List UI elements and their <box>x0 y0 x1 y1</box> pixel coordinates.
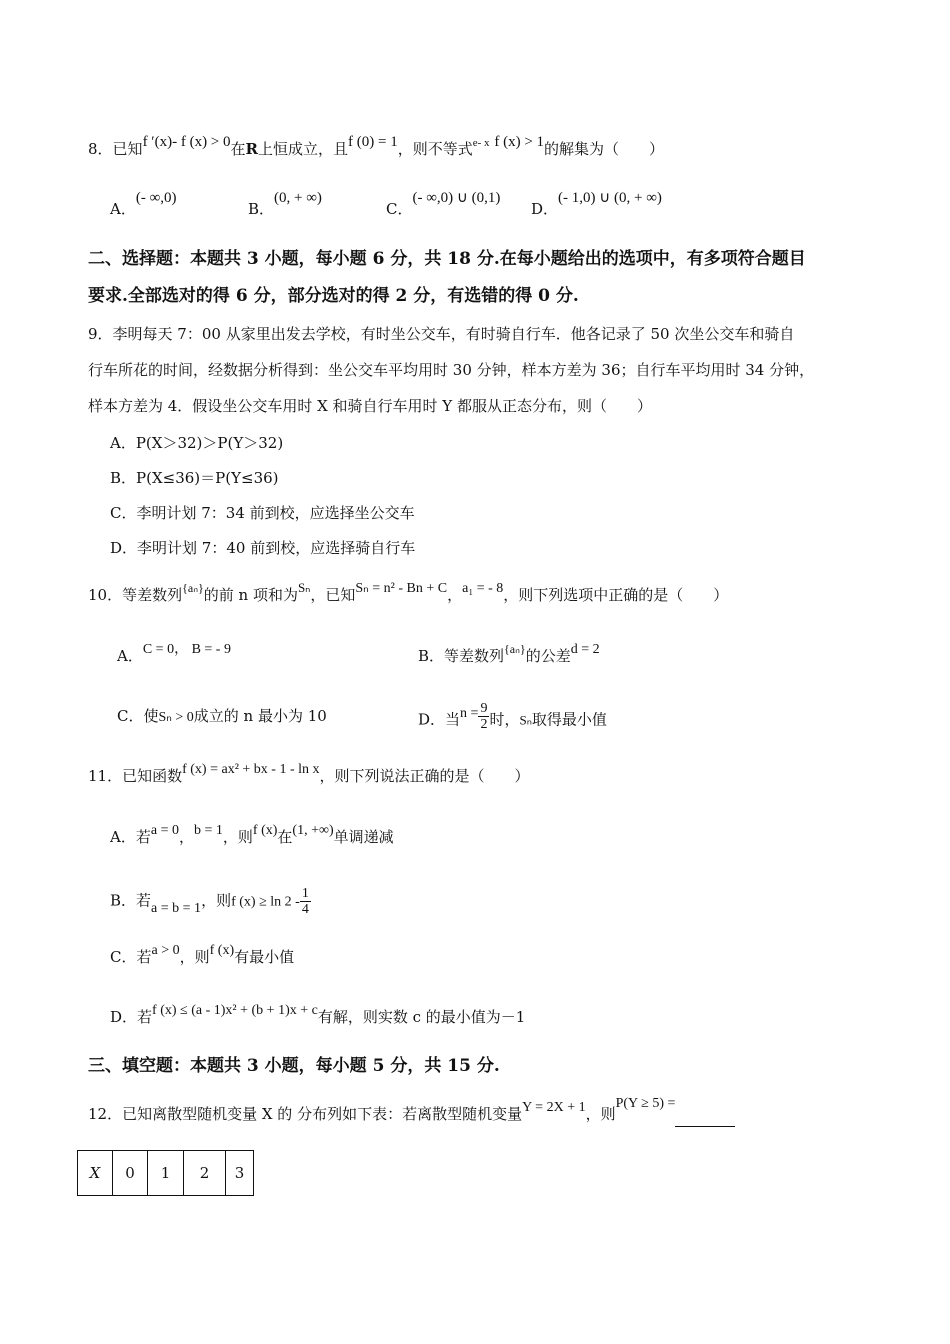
fraction: $\frac{9}{2}$ <box>480 701 488 732</box>
table-cell: X <box>78 1151 113 1196</box>
math-domain: R <box>245 140 259 158</box>
option-b[interactable]: B．P(X≤36)＝P(Y≤36) <box>110 469 279 487</box>
option-b[interactable]: B．等差数列$^{\{a_n\}}$的公差d = 2 <box>418 642 600 665</box>
question-10-stem: 10．等差数列$^{\{a_n\}}$的前 n 项和为Sₙ，已知Sₙ = n² - Bn + C，a₁ = - 8，则下列选项中正确的是（ ） <box>88 580 729 604</box>
section-heading-2-cont: 要求.全部选对的得 6 分，部分选对的得 2 分，有选错的得 0 分. <box>88 286 579 306</box>
option-b[interactable]: B．(0, + ∞) <box>248 190 322 218</box>
distribution-table <box>77 1150 254 1196</box>
option-a[interactable]: A．P(X＞32)＞P(Y＞32) <box>110 434 284 452</box>
option-d[interactable]: D．(- 1,0) ∪ (0, + ∞) <box>531 190 662 218</box>
math-exponential: e- x <box>472 137 490 149</box>
math-function: f (x) = ax² + bx - 1 - ln x <box>182 762 320 777</box>
table-cell: 3 <box>226 1151 254 1196</box>
question-9-line1: 9．李明每天 7：00 从家里出发去学校，有时坐公交车，有时骑自行车．他各记录了 50 次坐公交车和骑自 <box>88 325 795 343</box>
option-a[interactable]: A．若a = 0，b = 1，则f (x)在(1, +∞)单调递减 <box>110 823 394 846</box>
option-d[interactable]: D．当n = $\frac{9}{2}$ 时，Sₙ取得最小值 <box>418 701 607 732</box>
question-8-stem: 8．已知f ′(x)- f (x) > 0在R上恒成立，且f (0) = 1，则不等式$^{e- x}$ f (x) > 1的解集为（ ） <box>88 134 665 158</box>
math-initial: f (0) = 1 <box>348 134 398 150</box>
question-9-line3: 样本方差为 4．假设坐公交车用时 X 和骑自行车用时 Y 都服从正态分布，则（ ） <box>88 397 652 415</box>
option-c[interactable]: C．若a > 0，则f (x)有最小值 <box>110 943 295 966</box>
question-number: 12． <box>88 1105 123 1123</box>
question-12-stem: 12．已知离散型随机变量 X 的 分布列如下表：若离散型随机变量Y = 2X + 1，则P(Y ≥ 5) = <box>88 1103 735 1127</box>
table-row <box>78 1151 254 1196</box>
table-cell: 1 <box>148 1151 184 1196</box>
option-d[interactable]: D．李明计划 7：40 前到校，应选择骑自行车 <box>110 539 416 557</box>
option-a[interactable]: A．(- ∞,0) <box>110 190 177 218</box>
fraction: $\frac{1}{4}$ <box>301 886 309 917</box>
math-inequality: f (x) > 1 <box>494 134 545 150</box>
option-c[interactable]: C．(- ∞,0) ∪ (0,1) <box>386 190 501 218</box>
option-c[interactable]: C．李明计划 7：34 前到校，应选择坐公交车 <box>110 504 415 522</box>
option-d[interactable]: D．若f (x) ≤ (a - 1)x² + (b + 1)x + c有解，则实数 c 的最小值为－1 <box>110 1003 526 1026</box>
section-heading-2: 二、选择题：本题共 3 小题，每小题 6 分，共 18 分.在每小题给出的选项中，有多项符合题目 <box>88 249 806 269</box>
section-heading-3: 三、填空题：本题共 3 小题，每小题 5 分，共 15 分. <box>88 1056 500 1076</box>
math-condition: f ′(x)- f (x) > 0 <box>142 134 231 150</box>
question-number: 10． <box>88 586 123 604</box>
question-number: 8． <box>88 140 113 158</box>
question-9-line2: 行车所花的时间，经数据分析得到：坐公交车平均用时 30 分钟，样本方差为 36；自行车平均用时 34 分钟， <box>88 361 815 379</box>
option-a[interactable]: A．C = 0， B = - 9 <box>117 642 231 665</box>
question-11-stem: 11．已知函数f (x) = ax² + bx - 1 - ln x，则下列说法正确的是（ ） <box>88 762 530 785</box>
question-number: 11． <box>88 767 123 785</box>
table-cell: 2 <box>184 1151 226 1196</box>
option-c[interactable]: C．使Sₙ > 0成立的 n 最小为 10 <box>117 707 327 725</box>
answer-blank[interactable] <box>675 1110 735 1127</box>
option-b[interactable]: B．若a = b = 1，则f (x) ≥ ln 2 - $\frac{1}{4}$ <box>110 886 309 917</box>
table-cell: 0 <box>113 1151 148 1196</box>
